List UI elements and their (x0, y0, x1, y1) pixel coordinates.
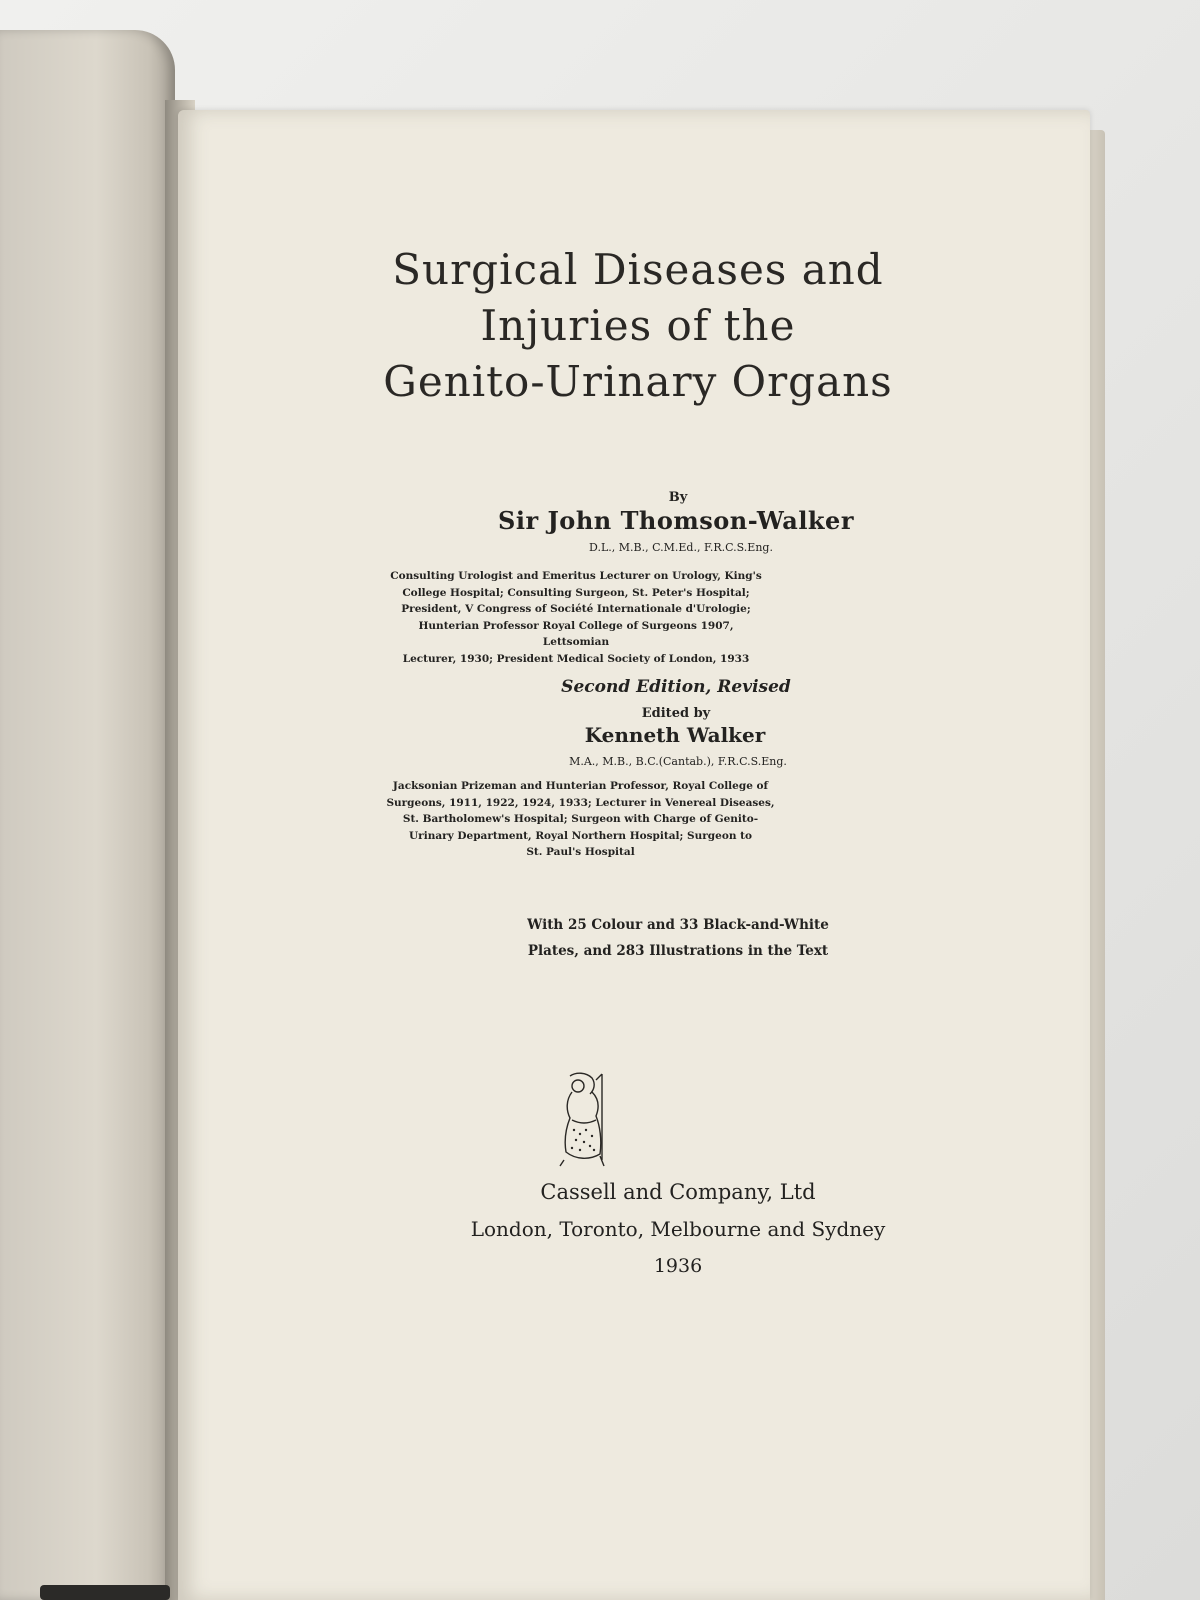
illustrations-line: Plates, and 283 Illustrations in the Text (527, 943, 829, 959)
credit-line: St. Paul's Hospital (526, 846, 635, 858)
edited-by-label: Edited by (641, 706, 711, 721)
author-degrees: D.L., M.B., C.M.Ed., F.R.C.S.Eng. (589, 541, 773, 554)
title-line: Surgical Diseases and (392, 245, 884, 294)
credit-line: Lecturer, 1930; President Medical Society of London, 1933 (402, 652, 750, 665)
credit-line: St. Bartholomew's Hospital; Surgeon with Charge of Genito- (402, 813, 759, 825)
book-title (178, 242, 1098, 410)
credit-line: Urinary Department, Royal Northern Hospital; Surgeon to (409, 829, 752, 842)
left-page (0, 30, 175, 1600)
publisher-places: London, Toronto, Melbourne and Sydney (470, 1217, 886, 1241)
title-line: Injuries of the (480, 301, 796, 350)
publisher-device-icon (556, 1070, 608, 1170)
credit-line: College Hospital; Consulting Surgeon, St. Peter's Hospital; (402, 586, 750, 599)
author-name: Sir John Thomson-Walker (498, 506, 854, 535)
publication-year: 1936 (653, 1255, 703, 1277)
title-page-content (178, 110, 1090, 1600)
author-credits (386, 568, 766, 667)
credit-line: President, V Congress of Société Internationale d'Urologie; (401, 603, 751, 615)
editor-name: Kenneth Walker (584, 723, 766, 747)
editor-credits (383, 778, 778, 861)
credit-line: Surgeons, 1911, 1922, 1924, 1933; Lecturer in Venereal Diseases, (386, 796, 775, 809)
illustrations-note (178, 912, 1178, 964)
by-label: By (668, 490, 688, 505)
credit-line: Consulting Urologist and Emeritus Lecturer on Urology, King's (390, 570, 762, 582)
book-cover-edge (40, 1585, 170, 1600)
illustrations-line: With 25 Colour and 33 Black-and-White (527, 917, 829, 933)
editor-degrees: M.A., M.B., B.C.(Cantab.), F.R.C.S.Eng. (569, 755, 787, 768)
publisher-name: Cassell and Company, Ltd (540, 1180, 816, 1204)
edition-label: Second Edition, Revised (561, 677, 791, 697)
title-line: Genito-Urinary Organs (383, 357, 893, 406)
credit-line: Hunterian Professor Royal College of Surgeons 1907, Lettsomian (418, 619, 734, 648)
credit-line: Jacksonian Prizeman and Hunterian Professor, Royal College of (392, 780, 769, 792)
